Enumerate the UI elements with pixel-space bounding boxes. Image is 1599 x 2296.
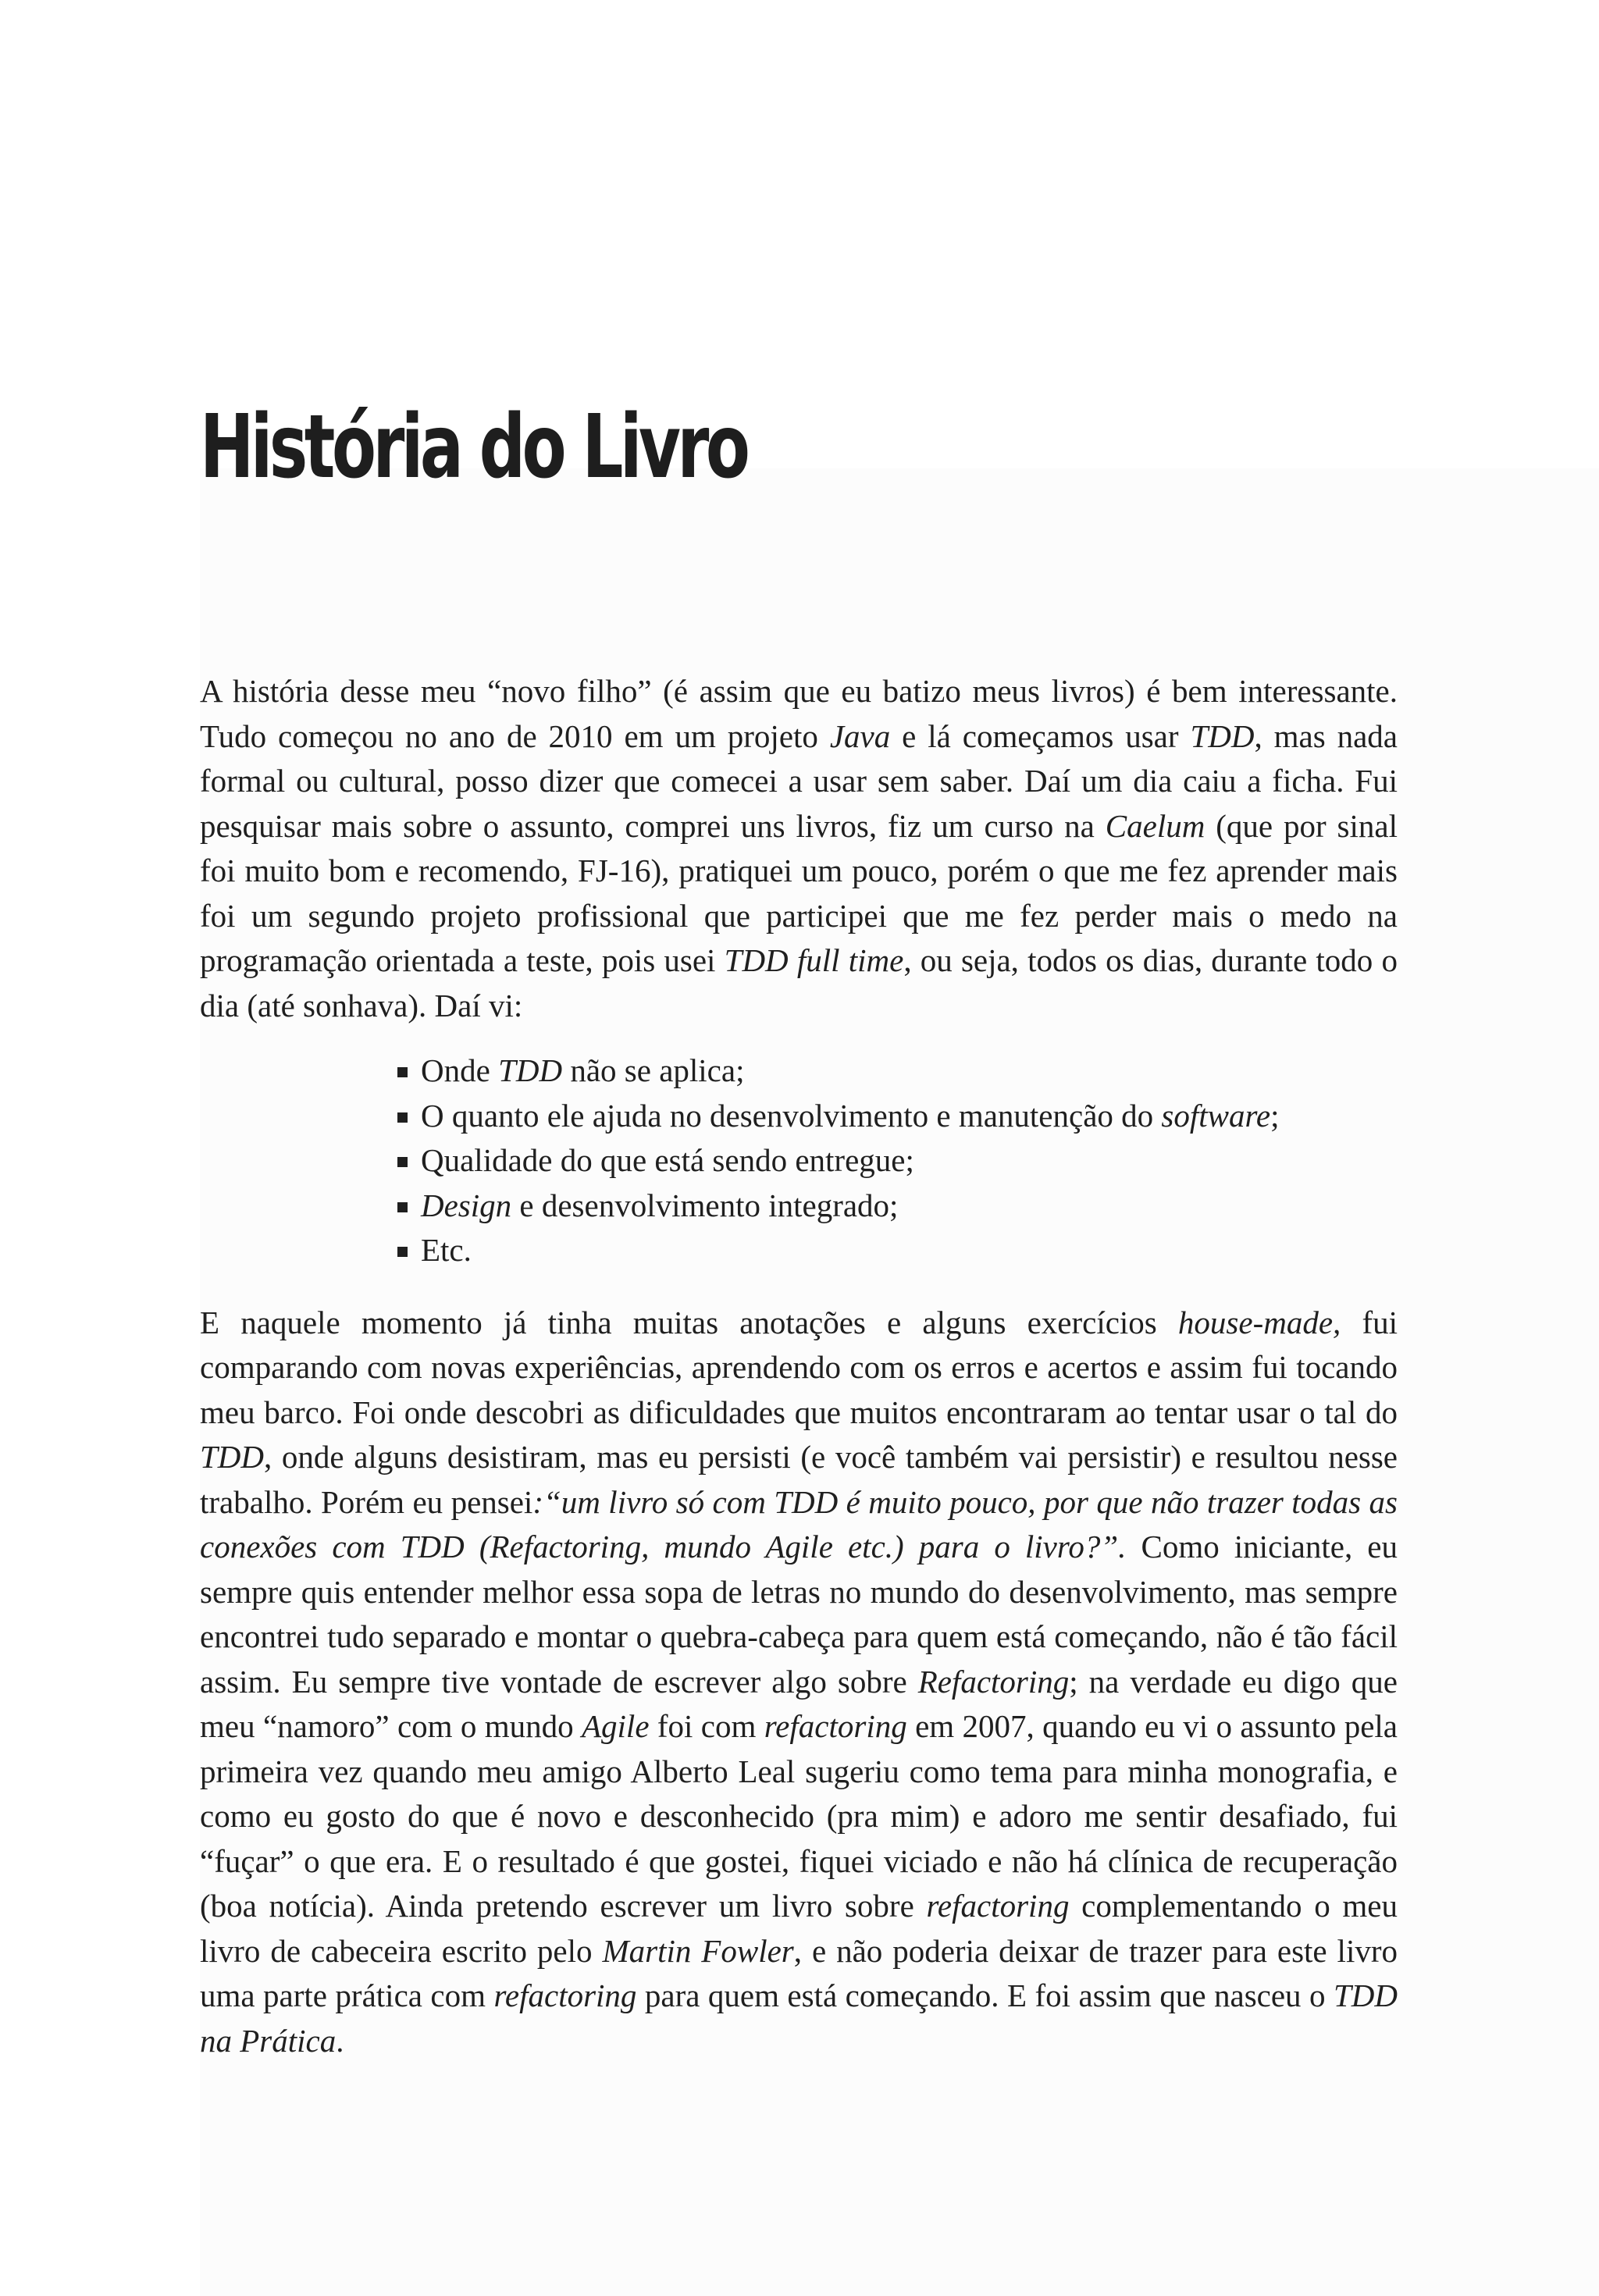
paragraph-intro [200,669,1398,1028]
text-run: , e não poderia deixar de trazer para este livro uma parte prática com [200,1932,1398,2013]
text-run: ; na verdade eu digo que meu “namoro” com o mundo [200,1663,1398,1744]
square-bullet-icon [397,1202,408,1212]
emphasis-book-title: TDD na Prática [200,1977,1398,2059]
emphasis-tdd: TDD [498,1052,563,1088]
text-run: (que por sinal foi muito bom e recomendo, FJ-16), pratiquei um pouco, porém o que me fez aprender mais foi um segundo projeto profissional que participei que me fez perder mais o medo na programação orientada a teste, pois usei [200,807,1398,978]
text-run: , mas nada formal ou cultural, posso dizer que comecei a usar sem saber. Daí um dia caiu a ficha. Fui pesquisar mais sobre o assunto, comprei uns livros, fiz um curso na [200,717,1398,844]
text-run: não se aplica; [562,1052,745,1088]
list-item [397,1048,1398,1094]
bullet-list [200,1048,1398,1273]
text-run: em 2007, quando eu vi o assunto pela primeira vez quando meu amigo Alberto Leal sugeriu como tema para minha monografia, e como eu gosto do que é novo e desconhecido (pra mim) e adoro me sentir desafiado, fui “fuçar” o que era. E o resultado é que gostei, fiquei viciado e não há clínica de recuperação (boa notícia). Ainda pretendo escrever um livro sobre [200,1708,1398,1924]
text-run: complementando o meu livro de cabeceira escrito pelo [200,1888,1398,1969]
text-run: e desenvolvimento integrado; [511,1187,899,1223]
emphasis-refactoring: Refactoring [917,1663,1070,1700]
text-run: , ou seja, todos os dias, durante todo o dia (até sonhava). Daí vi: [200,942,1398,1023]
emphasis-refactoring: refactoring [764,1708,907,1744]
text-run: fui comparando com novas experiências, aprendendo com os erros e acertos e assim fui tocando meu barco. Foi onde descobri as dificuldades que muitos encontraram ao tentar usar o tal do [200,1304,1398,1430]
emphasis-java: Java [829,717,891,754]
emphasis-caelum: Caelum [1105,807,1205,844]
text-run: foi com [649,1708,764,1744]
square-bullet-icon [397,1157,408,1167]
chapter-body [200,669,1398,2063]
text-run: , onde alguns desistiram, mas eu persisti (e você também vai persistir) e resultou nesse trabalho. Porém eu pensei [200,1439,1398,1520]
text-run: e lá começamos usar [890,717,1191,754]
text-run: Etc. [421,1232,472,1268]
emphasis-refactoring: refactoring [926,1888,1070,1924]
emphasis-house-made: house-made, [1177,1304,1341,1340]
text-run: para quem está começando. E foi assim que nasceu o [636,1977,1334,2013]
text-run: E naquele momento já tinha muitas anotações e alguns exercícios [200,1304,1178,1340]
emphasis-agile: Agile [582,1708,650,1744]
emphasis-tdd: TDD [200,1439,265,1475]
chapter-title: História do Livro [200,397,747,498]
text-run: Onde [421,1052,499,1088]
list-item [397,1184,1398,1229]
emphasis-tdd: TDD [1190,717,1255,754]
emphasis-tdd-full-time: TDD full time [724,942,904,978]
text-run: Qualidade do que está sendo entregue; [421,1142,914,1178]
emphasis-quote: :“um livro só com TDD é muito pouco, por que não trazer todas as conexões com TDD (Refactoring, mundo Agile etc.) para o livro?”. [200,1483,1398,1564]
text-run: Como iniciante, eu sempre quis entender melhor essa sopa de letras no mundo do desenvolvimento, mas sempre encontrei tudo separado e montar o quebra-cabeça para quem está começando, não é tão fácil assim. Eu sempre tive vontade de escrever algo sobre [200,1529,1398,1700]
text-run: ; [1270,1097,1280,1134]
list-item [397,1138,1398,1184]
text-run: A história desse meu “novo filho” (é assim que eu batizo meus livros) é bem interessante. Tudo começou no ano de 2010 em um projeto [200,673,1398,754]
square-bullet-icon [397,1112,408,1123]
square-bullet-icon [397,1067,408,1077]
text-run: O quanto ele ajuda no desenvolvimento e manutenção do [421,1097,1162,1134]
list-item [397,1094,1398,1139]
emphasis-refactoring: refactoring [493,1977,637,2013]
square-bullet-icon [397,1247,408,1257]
text-run: . [336,2022,344,2059]
list-item [397,1228,1398,1273]
emphasis-design: Design [421,1187,512,1223]
emphasis-martin-fowler: Martin Fowler [602,1932,794,1969]
paragraph-story [200,1301,1398,2064]
emphasis-software: software [1161,1097,1271,1134]
